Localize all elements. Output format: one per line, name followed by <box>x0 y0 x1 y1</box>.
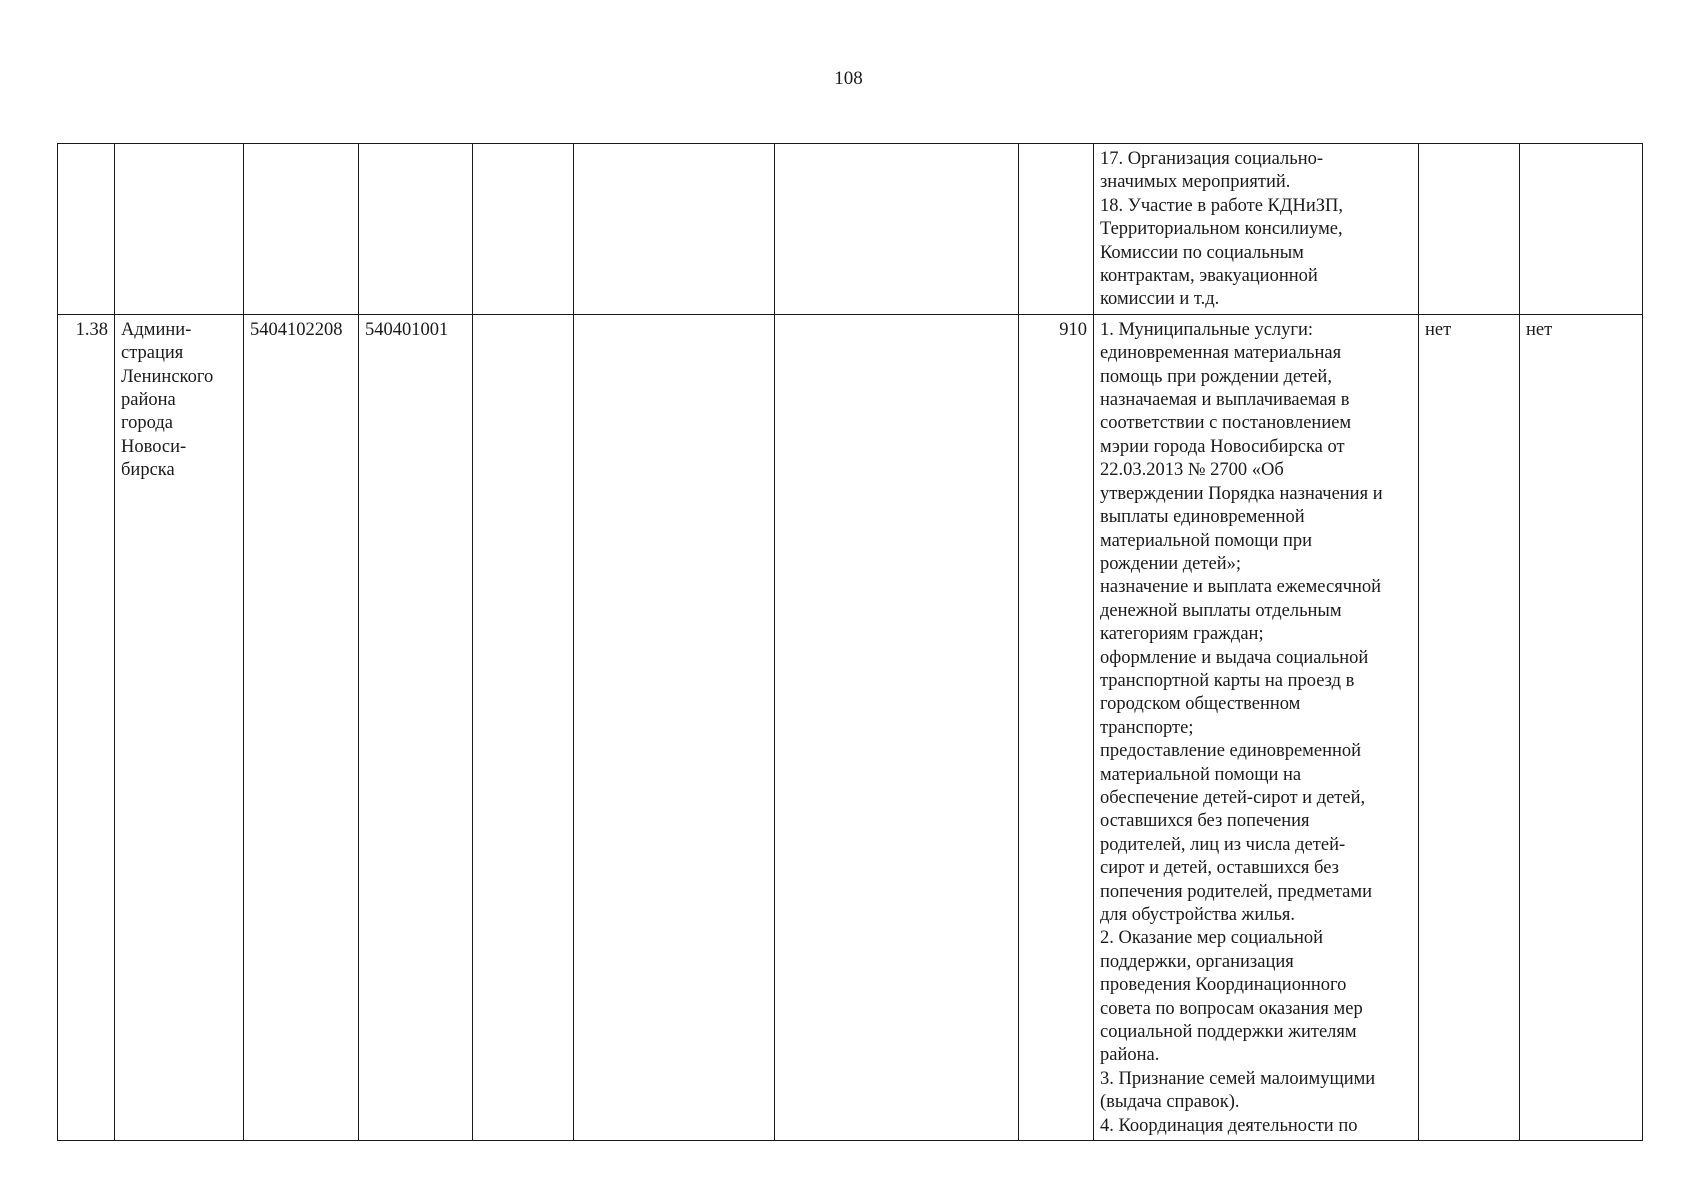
text-line: обеспечение детей-сирот и детей, <box>1100 787 1366 808</box>
text-line: рождении детей»; <box>1100 553 1241 574</box>
text-line: материальной помощи при <box>1100 530 1313 551</box>
cell-column-10: нет <box>1419 314 1520 1140</box>
cell-column-6 <box>574 144 775 315</box>
text-line: выплаты единовременной <box>1100 507 1305 528</box>
cell-column-10 <box>1419 144 1520 315</box>
text-line: назначение и выплата ежемесячной <box>1100 577 1382 598</box>
table-row <box>58 144 1643 315</box>
text-line: 3. Признание семей малоимущими <box>1100 1068 1376 1089</box>
text-line: (выдача справок). <box>1100 1092 1240 1113</box>
text-line: района <box>121 390 176 411</box>
cell-number <box>58 144 115 315</box>
text-line: 2. Оказание мер социальной <box>1100 928 1324 949</box>
registry-table <box>57 143 1643 1141</box>
text-line: социальной поддержки жителям <box>1100 1022 1357 1043</box>
cell-inn <box>244 144 359 315</box>
text-line: Территориальном консилиуме, <box>1100 219 1343 240</box>
cell-kpp <box>359 144 473 315</box>
text-line: поддержки, организация <box>1100 951 1294 972</box>
text-line: значимых мероприятий. <box>1100 172 1291 193</box>
text-line: Админи- <box>121 319 192 340</box>
cell-organization-name <box>115 144 244 315</box>
text-line: для обустройства жилья. <box>1100 905 1296 925</box>
cell-column-5 <box>473 144 574 315</box>
text-line: Новоси- <box>121 436 187 457</box>
text-line: единовременная материальная <box>1100 343 1342 364</box>
cell-column-5 <box>473 314 574 1140</box>
page-number: 108 <box>834 68 863 89</box>
text-line: соответствии с постановлением <box>1100 413 1352 434</box>
cell-kpp: 540401001 <box>359 314 473 1140</box>
text-line: контрактам, эвакуационной <box>1100 266 1318 287</box>
cell-column-6 <box>574 314 775 1140</box>
text-line: проведения Координационного <box>1100 975 1347 996</box>
text-line: утверждении Порядка назначения и <box>1100 483 1383 504</box>
text-line: района. <box>1100 1045 1160 1066</box>
text-line: оставшихся без попечения <box>1100 811 1310 832</box>
text-line: 18. Участие в работе КДНиЗП, <box>1100 195 1344 216</box>
text-line: назначаемая и выплачиваемая в <box>1100 390 1350 411</box>
cell-code: 910 <box>1019 314 1094 1140</box>
text-line: категориям граждан; <box>1100 624 1264 645</box>
text-line: помощь при рождении детей, <box>1100 366 1332 387</box>
text-line: 1. Муниципальные услуги: <box>1100 319 1314 340</box>
text-line: родителей, лиц из числа детей- <box>1100 834 1346 855</box>
text-line: предоставление единовременной <box>1100 741 1362 762</box>
cell-column-11: нет <box>1520 314 1643 1140</box>
text-line: 22.03.2013 № 2700 «Об <box>1100 460 1284 481</box>
text-line: транспортной карты на проезд в <box>1100 670 1355 691</box>
cell-column-11 <box>1520 144 1643 315</box>
text-line: 17. Организация социально- <box>1100 149 1324 169</box>
cell-code <box>1019 144 1094 315</box>
text-line: 4. Координация деятельности по <box>1100 1115 1358 1136</box>
text-line: оформление и выдача социальной <box>1100 647 1369 668</box>
text-line: бирска <box>121 460 175 481</box>
text-line: Ленинского <box>121 366 214 387</box>
text-line: мэрии города Новосибирска от <box>1100 436 1345 457</box>
cell-column-7 <box>775 314 1019 1140</box>
cell-inn: 5404102208 <box>244 314 359 1140</box>
text-line: сирот и детей, оставшихся без <box>1100 858 1339 879</box>
cell-column-7 <box>775 144 1019 315</box>
text-line: транспорте; <box>1100 717 1194 738</box>
text-line: города <box>121 413 173 434</box>
text-line: комиссии и т.д. <box>1100 289 1220 310</box>
cell-number: 1.38 <box>58 314 115 1140</box>
cell-organization-name <box>115 314 244 1140</box>
text-line: Комиссии по социальным <box>1100 242 1304 263</box>
text-line: попечения родителей, предметами <box>1100 881 1372 902</box>
text-line: денежной выплаты отдельным <box>1100 600 1342 621</box>
text-line: городском общественном <box>1100 694 1301 715</box>
text-line: страция <box>121 343 184 364</box>
text-line: совета по вопросам оказания мер <box>1100 998 1363 1019</box>
cell-functions <box>1094 144 1419 315</box>
text-line: материальной помощи на <box>1100 764 1302 785</box>
cell-functions <box>1094 314 1419 1140</box>
table-row <box>58 314 1643 1140</box>
